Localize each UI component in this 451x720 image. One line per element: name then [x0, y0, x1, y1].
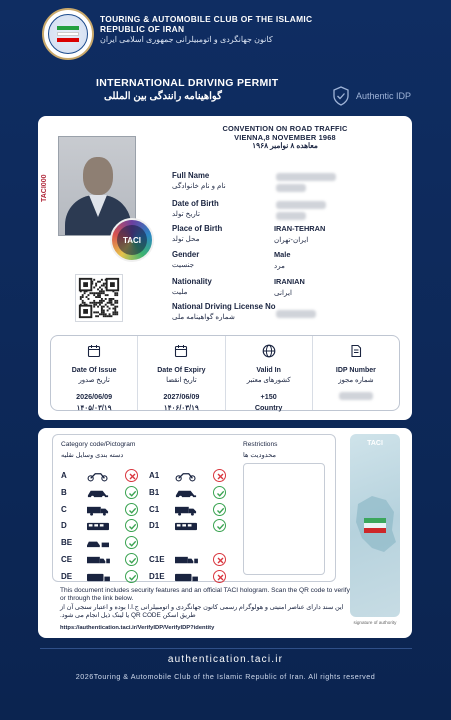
- check-icon: [125, 486, 138, 499]
- calendar-icon: [87, 344, 101, 358]
- check-icon: [125, 519, 138, 532]
- check-icon: [125, 536, 138, 549]
- globe-icon: [262, 344, 276, 358]
- category-code: C1E: [149, 555, 165, 564]
- redacted-value: [276, 184, 306, 192]
- field-license: National Driving License No شماره گواهینامه ملی: [172, 302, 402, 321]
- restrictions-area: [243, 463, 325, 575]
- calendar-icon: [174, 344, 188, 358]
- category-row-be: [61, 536, 151, 552]
- motorcycle-icon: [85, 471, 111, 482]
- truck-trailer-icon: [85, 555, 111, 566]
- truck-icon: [85, 505, 111, 516]
- permit-title-fa: گواهینامه رانندگی بین المللی: [104, 91, 222, 102]
- car-icon: [85, 488, 111, 499]
- car-trailer-icon: [85, 538, 111, 549]
- info-idp-number: IDP Number شماره مجوز: [313, 336, 399, 410]
- footer-divider: [40, 648, 412, 649]
- emblem-icon: [48, 14, 88, 54]
- info-valid-in: Valid In کشورهای معتبر +150 Country: [226, 336, 313, 410]
- field-nationality: Nationality ملیت IRANIAN ایرانی: [172, 277, 305, 297]
- convention-title: CONVENTION ON ROAD TRAFFIC: [222, 124, 348, 133]
- category-row-a: [61, 469, 151, 485]
- category-code: A: [61, 471, 67, 480]
- category-row-c1: [149, 503, 239, 519]
- field-gender: Gender جنسیت Male مرد: [172, 250, 291, 270]
- vertical-id: TACI000: [41, 174, 48, 202]
- category-box: [52, 434, 336, 582]
- redacted-value: [276, 212, 306, 220]
- category-row-b: [61, 486, 151, 502]
- signature-label: signature of authority: [353, 620, 397, 625]
- category-row-d1e: [149, 570, 239, 586]
- restrictions-title-fa: محدودیت ها: [243, 452, 276, 459]
- category-code: D: [61, 521, 67, 531]
- category-title-fa: دسته بندی وسایل نقلیه: [61, 452, 124, 459]
- cross-icon: [125, 469, 138, 482]
- bus-icon: [173, 521, 199, 532]
- qr-code[interactable]: [75, 274, 123, 322]
- convention-block: [210, 125, 360, 151]
- club-name-fa: کانون جهانگردی و اتومبیلرانی جمهوری اسلامی ایران: [100, 35, 273, 44]
- iran-map-hologram: [350, 434, 400, 617]
- seal-text: TACI: [117, 225, 147, 255]
- category-row-c1e: [149, 553, 239, 569]
- bus-trailer-icon: [85, 572, 111, 583]
- security-note-fa: این سند دارای عناصر امنیتی و هولوگرام رسمی کانون جهانگردی و اتومبیلرانی ج.ا.ا بوده و اعتبار سنجی آن از طریق اسکن QR CODE یا لینک ذیل انجام می شود.: [60, 604, 344, 619]
- field-pob: Place of Birth محل تولد IRAN-TEHRAN ایران-تهران: [172, 224, 326, 244]
- category-row-a1: [149, 469, 239, 485]
- footer-url[interactable]: authentication.taci.ir: [167, 654, 284, 665]
- category-row-c: [61, 503, 151, 519]
- check-icon: [125, 503, 138, 516]
- truck-trailer-icon: [173, 555, 199, 566]
- redacted-value: [276, 310, 316, 318]
- redacted-value: [276, 173, 336, 181]
- redacted-value: [339, 392, 373, 400]
- club-logo: [42, 8, 94, 60]
- category-code: A1: [149, 471, 160, 480]
- verify-link[interactable]: https://authentication.taci.ir/VerifyIDP/VerifyIDP?identity: [60, 625, 215, 631]
- category-code: DE: [61, 571, 73, 581]
- check-icon: [125, 570, 138, 583]
- authentic-label: Authentic IDP: [355, 91, 411, 101]
- category-row-b1: [149, 486, 239, 502]
- hologram-strip: [350, 434, 400, 617]
- shield-check-icon: [332, 86, 350, 106]
- check-icon: [213, 503, 226, 516]
- category-title: Category code/Pictogram: [61, 441, 136, 448]
- convention-place: VIENNA,8 NOVEMBER 1968: [234, 132, 336, 142]
- field-full-name: Full Name نام و نام خانوادگی: [172, 171, 402, 190]
- footer-copyright: 2026Touring & Automobile Club of the Islamic Republic of Iran. All rights reserved: [75, 672, 376, 681]
- category-code: BE: [61, 538, 73, 548]
- check-icon: [125, 553, 138, 566]
- permit-info-box: [50, 335, 400, 411]
- truck-icon: [173, 505, 199, 516]
- info-date-of-issue: Date Of Issue تاریخ صدور 2026/06/09 ۱۴۰۵/۰۳/۱۹: [51, 336, 138, 410]
- category-code: B: [61, 487, 67, 497]
- permit-card: [38, 116, 412, 420]
- category-code: CE: [61, 555, 73, 564]
- cross-icon: [213, 570, 226, 583]
- category-row-d1: [149, 519, 239, 535]
- category-row-de: [61, 570, 151, 586]
- redacted-value: [276, 201, 326, 209]
- category-row-ce: [61, 553, 151, 569]
- info-date-of-expiry: Date Of Expiry تاریخ انقضا 2027/06/09 ۱۴۰۶/۰۳/۱۹: [138, 336, 225, 410]
- check-icon: [213, 486, 226, 499]
- cross-icon: [213, 553, 226, 566]
- security-note-en: This document includes security features and an official TACI hologram. Scan the QR code to verify or through the link below.: [60, 587, 350, 602]
- hologram-seal: [110, 218, 154, 262]
- bus-trailer-icon: [173, 572, 199, 583]
- authentic-badge: [332, 86, 411, 106]
- category-code: C: [61, 504, 67, 514]
- category-code: D1E: [149, 571, 165, 581]
- category-code: B1: [149, 487, 160, 497]
- motorcycle-icon: [173, 471, 199, 482]
- convention-fa: معاهده ۸ نوامبر ۱۹۶۸: [252, 141, 318, 151]
- category-code: D1: [149, 521, 160, 531]
- document-icon: [349, 344, 363, 358]
- holo-text: TACI: [367, 440, 383, 447]
- bus-icon: [85, 521, 111, 532]
- categories-card: [38, 428, 412, 638]
- cross-icon: [213, 469, 226, 482]
- restrictions-title: Restrictions: [243, 441, 278, 448]
- category-code: C1: [149, 504, 160, 514]
- category-row-d: [61, 519, 151, 535]
- check-icon: [213, 519, 226, 532]
- club-name-en: TOURING & AUTOMOBILE CLUB OF THE ISLAMIC REPUBLIC OF IRAN: [100, 14, 313, 34]
- permit-title-en: INTERNATIONAL DRIVING PERMIT: [96, 77, 279, 89]
- field-dob: Date of Birth تاریخ تولد: [172, 199, 402, 218]
- car-icon: [173, 488, 199, 499]
